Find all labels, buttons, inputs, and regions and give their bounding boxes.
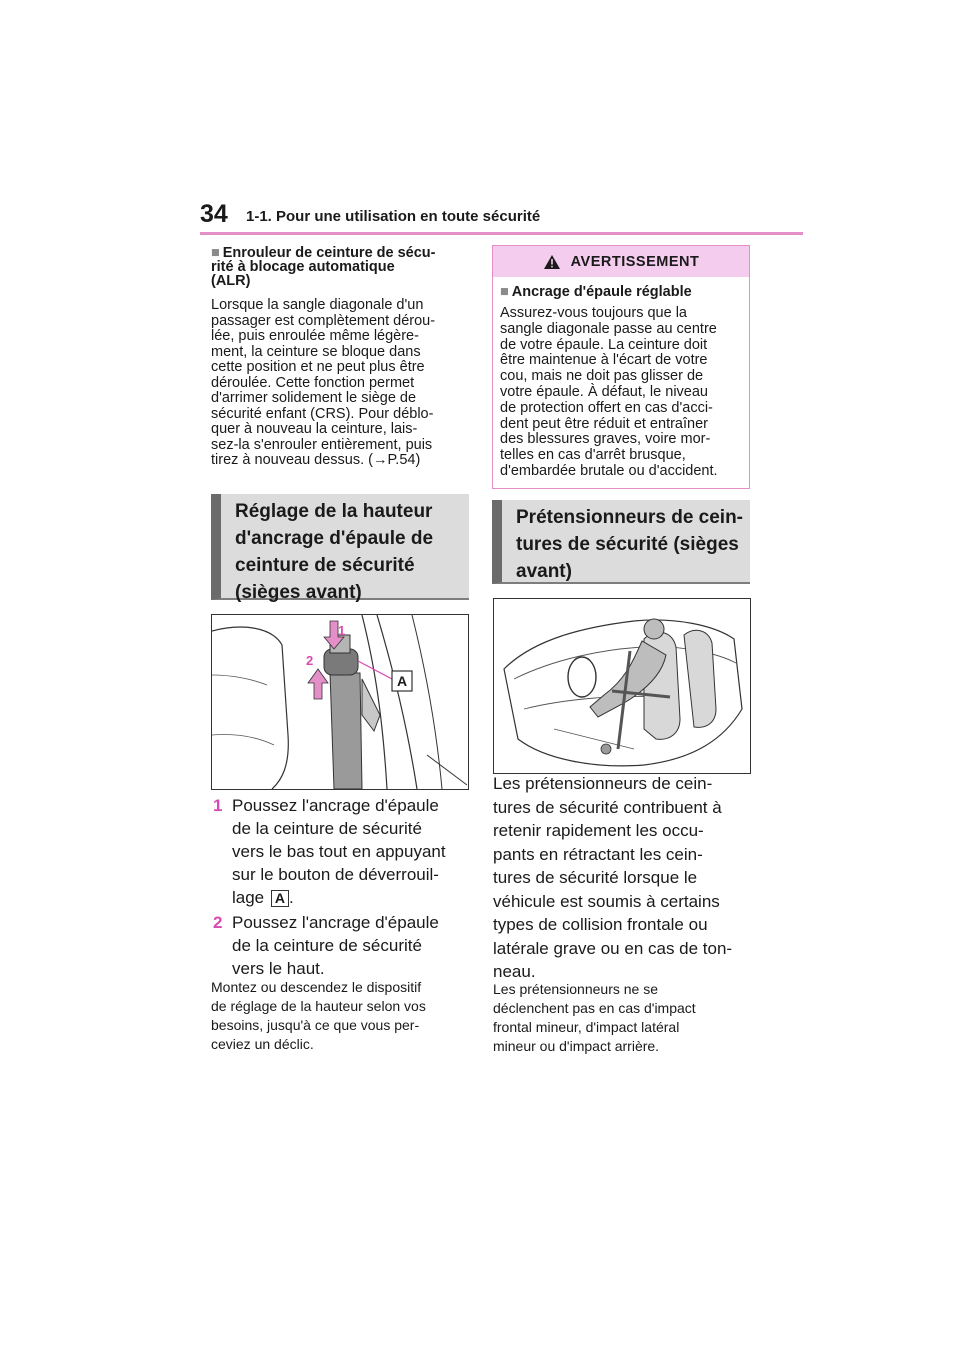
title-line: Réglage de la hauteur — [235, 501, 433, 522]
height-adjust-title — [211, 494, 469, 603]
pretensioner-illustration — [493, 598, 751, 774]
warning-text: Assurez-vous toujours que la sangle diagonale passe au centre de votre épaule. La ceinture doit être maintenue à l'écart de votre cou, mais ne doit pas glisser de votre épaule. À défaut, le niveau de protection offert en cas d'acci- dent peut être réduit et entraîner des blessures graves, voire mor- telles en cas d'arrêt brusque, d'embardée brutale ou d'accident. — [500, 305, 718, 479]
title-line: avant) — [516, 561, 572, 582]
step-number: 2 — [213, 913, 223, 932]
shoulder-anchor-drawing — [212, 615, 468, 789]
height-adjust-note: Montez ou descendez le dispositif de réglage de la hauteur selon vos besoins, jusqu'à ce que vous per- ceviez un déclic. — [211, 979, 426, 1052]
step-item — [211, 794, 473, 909]
step-text: Poussez l'ancrage d'épaule de la ceinture de sécurité vers le bas tout en appuyant sur le bouton de déverrouil- lage — [232, 796, 446, 907]
shoulder-anchor-illustration — [211, 614, 469, 790]
step-suffix: . — [289, 888, 294, 907]
title-line: tures de sécurité (sièges — [516, 534, 739, 555]
warning-subheading — [500, 284, 742, 300]
title-line: (sièges avant) — [235, 582, 362, 603]
warning-body — [493, 277, 749, 480]
header-rule — [200, 232, 803, 235]
pretensioner-title — [492, 500, 750, 584]
vehicle-cutaway-drawing — [494, 599, 750, 773]
title-line: ceinture de sécurité — [235, 555, 415, 576]
chapter-title: 1-1. Pour une utilisation en toute sécurité — [246, 208, 541, 225]
warning-header — [493, 246, 749, 277]
alr-heading-text: Enrouleur de ceinture de sécu- rité à blocage automatique (ALR) — [211, 245, 436, 289]
warning-subheading-text: Ancrage d'épaule réglable — [511, 284, 692, 300]
pretensioner-note: Les prétensionneurs ne se déclenchent pas en cas d'impact frontal mineur, d'impact latéral mineur ou d'impact arrière. — [493, 981, 696, 1054]
square-bullet-icon: ■ — [211, 245, 220, 261]
title-line: d'ancrage d'épaule de — [235, 528, 434, 549]
pretensioner-paragraph: Les prétensionneurs de cein- tures de sécurité contribuent à retenir rapidement les occu- pants en rétractant les cein- tures de sécurité lorsque le véhicule est soumis à certains types de collision frontale ou latérale grave ou en cas de ton- neau. — [493, 774, 733, 981]
warning-triangle-icon — [543, 254, 561, 270]
adjustment-steps — [211, 794, 473, 982]
alr-heading — [211, 246, 467, 288]
warning-label: AVERTISSEMENT — [570, 253, 700, 270]
step-text: Poussez l'ancrage d'épaule de la ceinture de sécurité vers le haut. — [232, 913, 439, 978]
step-item — [211, 911, 473, 980]
callout-label-a: A — [396, 673, 408, 689]
arrow-label-1: 1 — [338, 623, 346, 638]
callout-ref-a: A — [271, 890, 289, 907]
title-line: Prétensionneurs de cein- — [516, 507, 744, 528]
square-bullet-icon: ■ — [500, 284, 509, 300]
arrow-label-2: 2 — [306, 653, 314, 668]
alr-body: Lorsque la sangle diagonale d'un passager est complètement dérou- lée, puis enroulée même légère- ment, la ceinture se bloque dans cette position et ne peut plus être déroulée. Cette fonction permet d'arrimer solidement le siège de sécurité enfant (CRS). Pour déblo- quer à nouveau la ceinture, lais- sez-la s'enrouler entièrement, puis tirez à nouveau dessus. (→P.54) — [211, 297, 436, 468]
warning-box — [492, 245, 750, 489]
step-number: 1 — [213, 796, 223, 815]
page-number: 34 — [200, 200, 228, 228]
